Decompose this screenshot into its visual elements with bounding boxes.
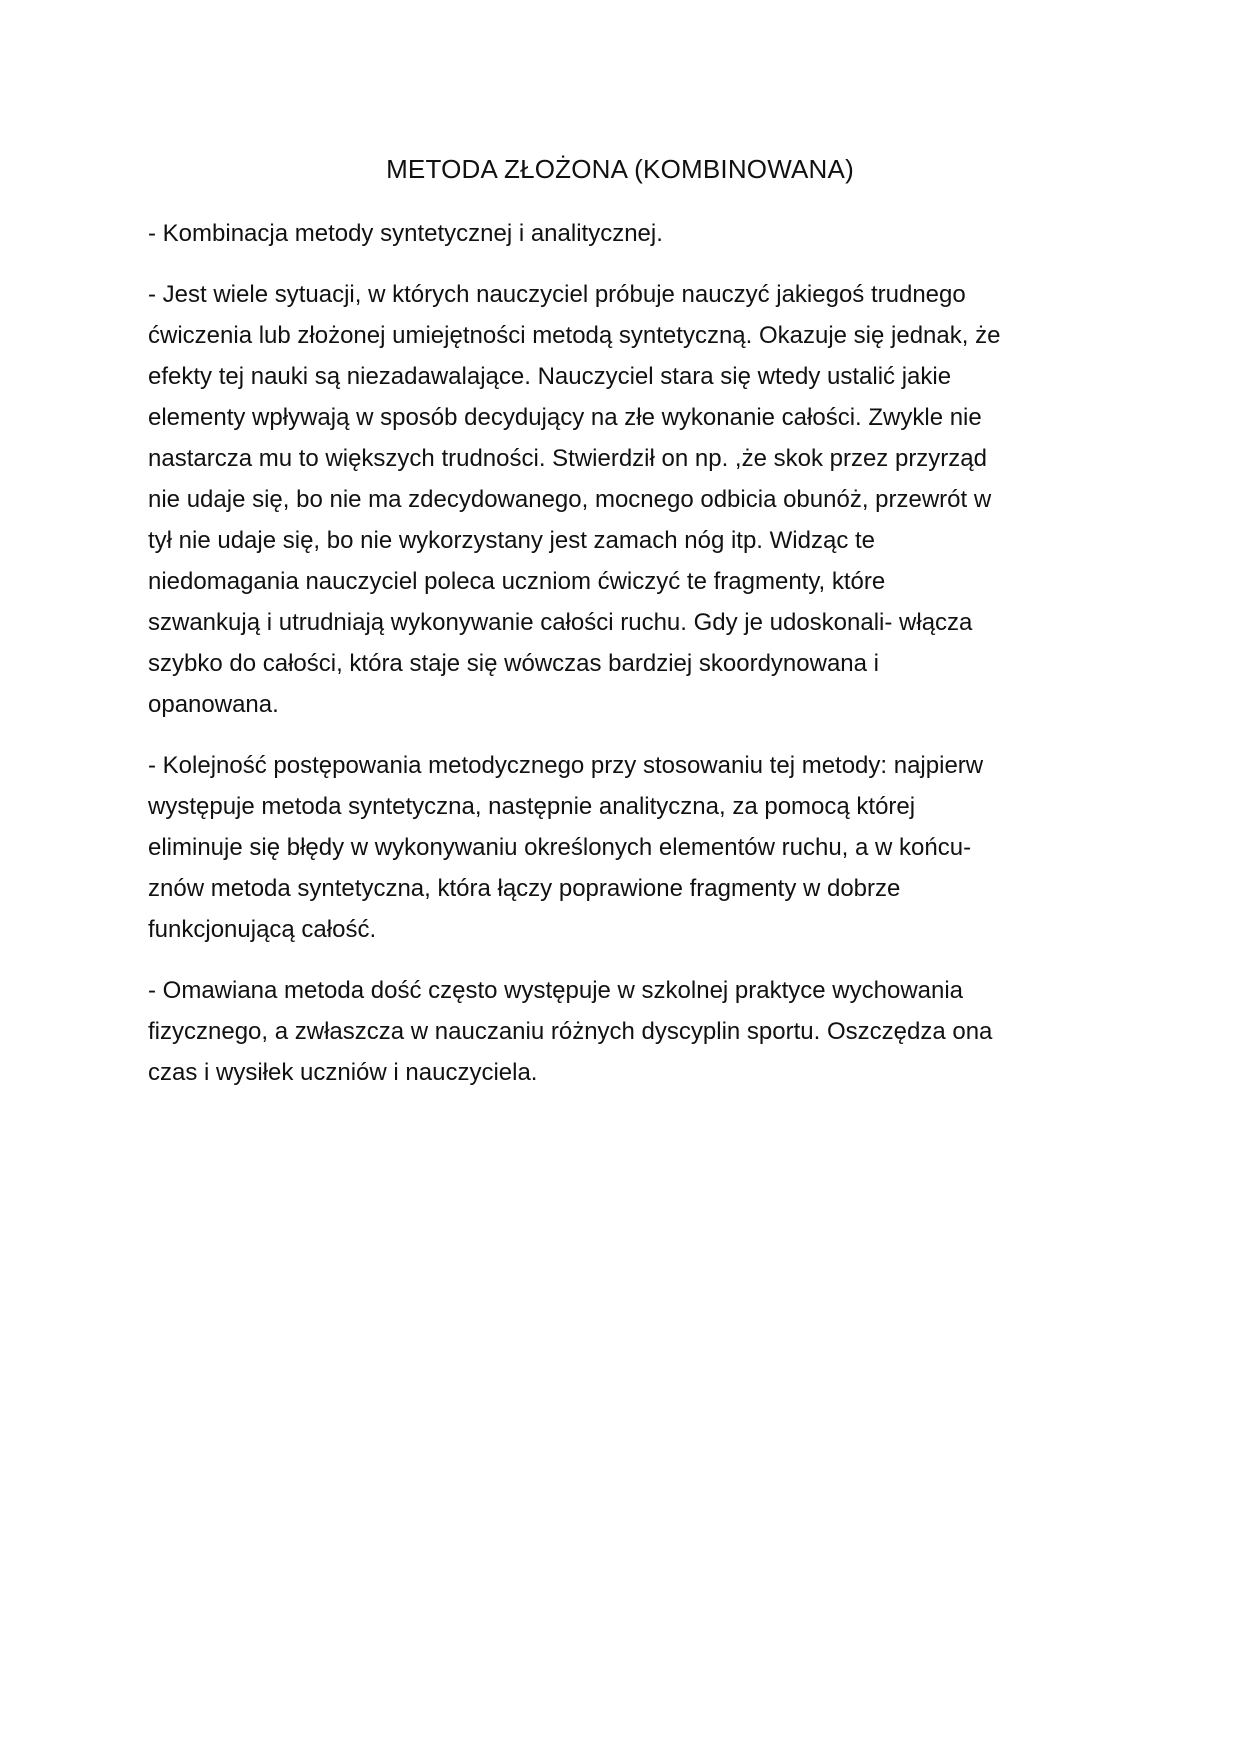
- text-line: szwankują i utrudniają wykonywanie całości ruchu. Gdy je udoskonali- włącza: [148, 609, 973, 636]
- text-line: znów metoda syntetyczna, która łączy poprawione fragmenty w dobrze: [148, 875, 901, 902]
- text-line: - Kolejność postępowania metodycznego przy stosowaniu tej metody: najpierw: [148, 752, 984, 779]
- text-line: niedomagania nauczyciel poleca uczniom ćwiczyć te fragmenty, które: [148, 568, 886, 595]
- text-line: efekty tej nauki są niezadawalające. Nauczyciel stara się wtedy ustalić jakie: [148, 363, 952, 390]
- paragraph-definition: [148, 213, 1100, 254]
- text-line: fizycznego, a zwłaszcza w nauczaniu różnych dyscyplin sportu. Oszczędza ona: [148, 1018, 993, 1045]
- text-line: - Omawiana metoda dość często występuje w szkolnej praktyce wychowania: [148, 977, 964, 1004]
- paragraph-practice: [148, 970, 1100, 1093]
- text-line: nie udaje się, bo nie ma zdecydowanego, mocnego odbicia obunóż, przewrót w: [148, 486, 992, 513]
- text-line: ćwiczenia lub złożonej umiejętności metodą syntetyczną. Okazuje się jednak, że: [148, 322, 1001, 349]
- text-line: nastarcza mu to większych trudności. Stwierdził on np. ,że skok przez przyrząd: [148, 445, 987, 472]
- text-line: szybko do całości, która staje się wówczas bardziej skoordynowana i: [148, 650, 880, 677]
- document-body: [148, 213, 1100, 1113]
- text-line: występuje metoda syntetyczna, następnie analityczna, za pomocą której: [148, 793, 916, 820]
- text-line: eliminuje się błędy w wykonywaniu określonych elementów ruchu, a w końcu-: [148, 834, 972, 861]
- text-line: tył nie udaje się, bo nie wykorzystany jest zamach nóg itp. Widząc te: [148, 527, 876, 554]
- text-line: opanowana.: [148, 691, 279, 718]
- text-line: funkcjonującą całość.: [148, 916, 377, 943]
- text-line: - Jest wiele sytuacji, w których nauczyciel próbuje nauczyć jakiegoś trudnego: [148, 281, 966, 308]
- text-line: elementy wpływają w sposób decydujący na złe wykonanie całości. Zwykle nie: [148, 404, 982, 431]
- text-line: - Kombinacja metody syntetycznej i analitycznej.: [148, 220, 663, 247]
- paragraph-description: [148, 274, 1100, 725]
- document-title: METODA ZŁOŻONA (KOMBINOWANA): [386, 154, 854, 184]
- paragraph-sequence: [148, 745, 1100, 950]
- text-line: czas i wysiłek uczniów i nauczyciela.: [148, 1059, 538, 1086]
